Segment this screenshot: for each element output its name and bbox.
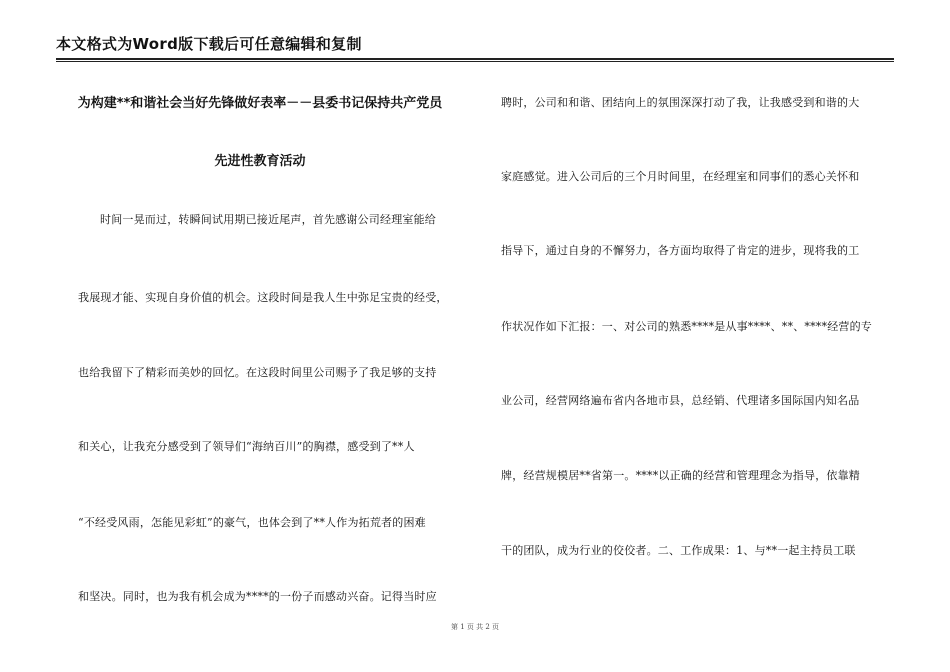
right-text-line: 作状况作如下汇报：一、对公司的熟悉****是从事****、**、****经营的专 bbox=[501, 320, 872, 333]
header-rule-thick bbox=[56, 58, 894, 60]
right-text-line: 指导下，通过自身的不懈努力，各方面均取得了肯定的进步，现将我的工 bbox=[501, 244, 860, 257]
left-text-line: 和关心，让我充分感受到了领导们“海纳百川”的胸襟，感受到了**人 bbox=[78, 440, 415, 453]
right-text-line: 业公司，经营网络遍布省内各地市县，总经销、代理诸多国际国内知名品 bbox=[501, 394, 860, 407]
document-banner: 本文格式为Word版下载后可任意编辑和复制 bbox=[56, 35, 362, 53]
right-text-line: 聘时，公司和和谐、团结向上的氛围深深打动了我，让我感受到和谐的大 bbox=[501, 96, 860, 109]
right-text-line: 家庭感觉。进入公司后的三个月时间里，在经理室和同事们的悉心关怀和 bbox=[501, 170, 860, 183]
header-rule-thin bbox=[56, 61, 894, 62]
doc-title-line-2: 先进性教育活动 bbox=[214, 154, 306, 169]
right-text-line: 干的团队，成为行业的佼佼者。二、工作成果：1、与**一起主持员工联 bbox=[501, 544, 856, 557]
page-footer: 第 1 页 共 2 页 bbox=[450, 623, 500, 631]
left-text-line: “不经受风雨，怎能见彩虹”的豪气，也体会到了**人作为拓荒者的困难 bbox=[78, 516, 426, 529]
left-text-line: 和坚决。同时，也为我有机会成为****的一份子而感动兴奋。记得当时应 bbox=[78, 590, 437, 603]
right-text-line: 牌，经营规模居**省第一。****以正确的经营和管理理念为指导，依靠精 bbox=[501, 469, 860, 482]
left-text-line: 时间一晃而过，转瞬间试用期已接近尾声，首先感谢公司经理室能给 bbox=[100, 213, 436, 226]
doc-title-line-1: 为构建**和谐社会当好先锋做好表率－－县委书记保持共产党员 bbox=[77, 96, 443, 111]
left-text-line: 我展现才能、实现自身价值的机会。这段时间是我人生中弥足宝贵的经受， bbox=[78, 291, 448, 304]
left-text-line: 也给我留下了精彩而美妙的回忆。在这段时间里公司赐予了我足够的支持 bbox=[78, 366, 437, 379]
